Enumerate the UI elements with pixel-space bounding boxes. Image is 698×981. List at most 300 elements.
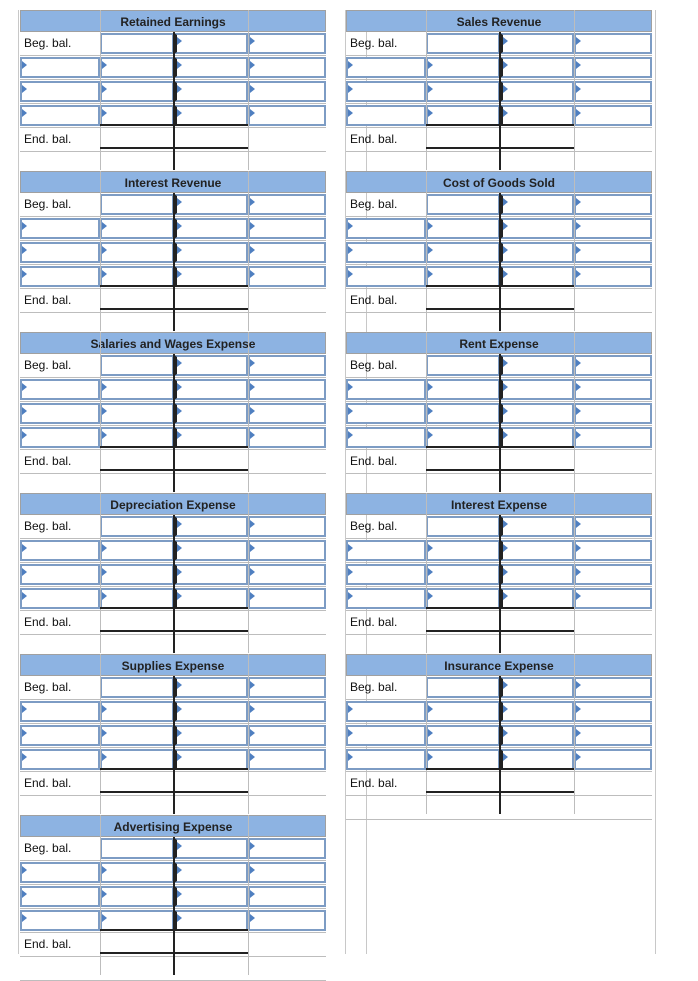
dropdown-marker-icon — [428, 568, 433, 576]
dropdown-marker-icon — [177, 890, 182, 898]
empty-cell — [574, 796, 652, 818]
entry-label-input[interactable] — [346, 57, 426, 78]
credit-amount-input[interactable] — [248, 725, 326, 746]
credit-label-input[interactable] — [174, 516, 248, 537]
dropdown-marker-icon — [177, 431, 182, 439]
t-account-center-line — [499, 32, 501, 170]
entry-label-input[interactable] — [346, 540, 426, 561]
dropdown-marker-icon — [503, 681, 508, 689]
dropdown-marker-icon — [428, 61, 433, 69]
debit-amount-input[interactable] — [426, 516, 500, 537]
dropdown-marker-icon — [102, 246, 107, 254]
credit-amount-input[interactable] — [574, 355, 652, 376]
grid-line — [100, 10, 101, 170]
dropdown-marker-icon — [576, 61, 581, 69]
credit-amount-input[interactable] — [574, 266, 652, 287]
credit-label-input[interactable] — [500, 105, 574, 126]
dropdown-marker-icon — [428, 383, 433, 391]
dropdown-marker-icon — [576, 85, 581, 93]
entry-label-input[interactable] — [20, 57, 100, 78]
dropdown-marker-icon — [22, 383, 27, 391]
dropdown-marker-icon — [576, 592, 581, 600]
credit-amount-input[interactable] — [248, 355, 326, 376]
debit-amount-input[interactable] — [426, 677, 500, 698]
debit-amount-input[interactable] — [100, 266, 174, 287]
entry-label-input[interactable] — [20, 588, 100, 609]
dropdown-marker-icon — [177, 681, 182, 689]
credit-amount-input[interactable] — [248, 427, 326, 448]
dropdown-marker-icon — [348, 729, 353, 737]
credit-amount-input[interactable] — [574, 379, 652, 400]
credit-label-input[interactable] — [174, 838, 248, 859]
credit-amount-input[interactable] — [248, 403, 326, 424]
dropdown-marker-icon — [250, 842, 255, 850]
entry-label-input[interactable] — [346, 266, 426, 287]
entry-label-input[interactable] — [20, 81, 100, 102]
credit-label-input[interactable] — [174, 749, 248, 770]
credit-label-input[interactable] — [500, 57, 574, 78]
credit-amount-input[interactable] — [574, 81, 652, 102]
dropdown-marker-icon — [576, 383, 581, 391]
dropdown-marker-icon — [576, 198, 581, 206]
empty-cell — [20, 957, 100, 979]
empty-cell — [248, 289, 326, 311]
dropdown-marker-icon — [576, 729, 581, 737]
dropdown-marker-icon — [250, 866, 255, 874]
credit-label-input[interactable] — [500, 218, 574, 239]
entry-label-input[interactable] — [20, 749, 100, 770]
debit-amount-input[interactable] — [426, 403, 500, 424]
dropdown-marker-icon — [22, 729, 27, 737]
credit-label-input[interactable] — [500, 516, 574, 537]
credit-amount-input[interactable] — [574, 403, 652, 424]
credit-amount-input[interactable] — [574, 242, 652, 263]
dropdown-marker-icon — [348, 431, 353, 439]
entry-label-input[interactable] — [346, 105, 426, 126]
dropdown-marker-icon — [102, 568, 107, 576]
dropdown-marker-icon — [102, 544, 107, 552]
credit-label-input[interactable] — [500, 588, 574, 609]
credit-amount-input[interactable] — [574, 218, 652, 239]
dropdown-marker-icon — [177, 592, 182, 600]
dropdown-marker-icon — [576, 431, 581, 439]
dropdown-marker-icon — [177, 866, 182, 874]
t-account-interest-expense — [346, 493, 652, 659]
t-account-title: Interest Revenue — [20, 171, 326, 193]
entry-label-input[interactable] — [346, 218, 426, 239]
credit-amount-input[interactable] — [248, 749, 326, 770]
t-account-center-line — [173, 515, 175, 653]
credit-label-input[interactable] — [500, 379, 574, 400]
dropdown-marker-icon — [428, 85, 433, 93]
debit-amount-input[interactable] — [426, 242, 500, 263]
ending-balance-rule — [100, 285, 248, 287]
dropdown-marker-icon — [503, 270, 508, 278]
debit-amount-input[interactable] — [100, 725, 174, 746]
debit-amount-input[interactable] — [100, 355, 174, 376]
dropdown-marker-icon — [22, 270, 27, 278]
debit-amount-input[interactable] — [100, 862, 174, 883]
entry-label-input[interactable] — [20, 725, 100, 746]
t-account-sales-revenue — [346, 10, 652, 176]
t-account-title: Interest Expense — [346, 493, 652, 515]
debit-amount-input[interactable] — [426, 81, 500, 102]
credit-amount-input[interactable] — [248, 886, 326, 907]
credit-label-input[interactable] — [174, 355, 248, 376]
grid-line — [248, 171, 249, 331]
t-account-title: Salaries and Wages Expense — [20, 332, 326, 354]
debit-amount-input[interactable] — [426, 725, 500, 746]
entry-label-input[interactable] — [346, 427, 426, 448]
entry-label-input[interactable] — [346, 564, 426, 585]
ending-balance-label: End. bal. — [350, 615, 398, 629]
debit-amount-input[interactable] — [426, 355, 500, 376]
credit-label-input[interactable] — [500, 701, 574, 722]
dropdown-marker-icon — [428, 705, 433, 713]
total-rule — [426, 308, 574, 310]
grid-line — [248, 815, 249, 975]
dropdown-marker-icon — [503, 407, 508, 415]
credit-amount-input[interactable] — [248, 564, 326, 585]
credit-amount-input[interactable] — [248, 218, 326, 239]
dropdown-marker-icon — [503, 109, 508, 117]
t-account-retained-earnings — [20, 10, 326, 176]
dropdown-marker-icon — [250, 222, 255, 230]
credit-amount-input[interactable] — [574, 57, 652, 78]
entry-label-input[interactable] — [346, 701, 426, 722]
dropdown-marker-icon — [22, 85, 27, 93]
debit-amount-input[interactable] — [426, 33, 500, 54]
credit-label-input[interactable] — [174, 910, 248, 931]
debit-amount-input[interactable] — [100, 194, 174, 215]
dropdown-marker-icon — [102, 914, 107, 922]
dropdown-marker-icon — [102, 890, 107, 898]
credit-amount-input[interactable] — [248, 838, 326, 859]
credit-amount-input[interactable] — [574, 588, 652, 609]
dropdown-marker-icon — [348, 753, 353, 761]
t-account-title: Cost of Goods Sold — [346, 171, 652, 193]
ending-balance-label: End. bal. — [24, 293, 72, 307]
debit-amount-input[interactable] — [100, 749, 174, 770]
credit-amount-input[interactable] — [574, 701, 652, 722]
ending-balance-rule — [426, 607, 574, 609]
entry-label-input[interactable] — [346, 379, 426, 400]
entry-label-input[interactable] — [346, 81, 426, 102]
dropdown-marker-icon — [102, 753, 107, 761]
debit-amount-input[interactable] — [100, 677, 174, 698]
dropdown-marker-icon — [503, 705, 508, 713]
credit-label-input[interactable] — [500, 242, 574, 263]
empty-cell — [574, 450, 652, 472]
credit-amount-input[interactable] — [574, 33, 652, 54]
credit-amount-input[interactable] — [248, 379, 326, 400]
credit-amount-input[interactable] — [574, 725, 652, 746]
entry-label-input[interactable] — [346, 242, 426, 263]
dropdown-marker-icon — [576, 705, 581, 713]
credit-label-input[interactable] — [174, 379, 248, 400]
debit-amount-input[interactable] — [426, 588, 500, 609]
credit-label-input[interactable] — [500, 194, 574, 215]
dropdown-marker-icon — [22, 544, 27, 552]
total-rule — [426, 791, 574, 793]
entry-label-input[interactable] — [20, 266, 100, 287]
credit-amount-input[interactable] — [248, 81, 326, 102]
credit-amount-input[interactable] — [248, 57, 326, 78]
t-account-title: Supplies Expense — [20, 654, 326, 676]
dropdown-marker-icon — [250, 544, 255, 552]
grid-line — [426, 10, 427, 170]
dropdown-marker-icon — [348, 568, 353, 576]
credit-label-input[interactable] — [174, 701, 248, 722]
empty-cell — [574, 611, 652, 633]
credit-label-input[interactable] — [500, 725, 574, 746]
entry-label-input[interactable] — [20, 910, 100, 931]
t-account-supplies-expense — [20, 654, 326, 820]
credit-label-input[interactable] — [500, 355, 574, 376]
credit-label-input[interactable] — [500, 403, 574, 424]
total-rule — [426, 147, 574, 149]
credit-label-input[interactable] — [174, 105, 248, 126]
dropdown-marker-icon — [22, 705, 27, 713]
grid-line — [248, 493, 249, 653]
empty-cell — [248, 933, 326, 955]
grid-line — [100, 171, 101, 331]
entry-label-input[interactable] — [346, 403, 426, 424]
dropdown-marker-icon — [102, 705, 107, 713]
debit-amount-input[interactable] — [100, 218, 174, 239]
ending-balance-rule — [426, 768, 574, 770]
debit-amount-input[interactable] — [426, 749, 500, 770]
credit-label-input[interactable] — [174, 540, 248, 561]
debit-amount-input[interactable] — [426, 105, 500, 126]
entry-label-input[interactable] — [20, 564, 100, 585]
credit-amount-input[interactable] — [574, 194, 652, 215]
t-account-insurance-expense — [346, 654, 652, 820]
credit-amount-input[interactable] — [248, 677, 326, 698]
credit-amount-input[interactable] — [248, 540, 326, 561]
beginning-balance-label: Beg. bal. — [24, 197, 72, 211]
debit-amount-input[interactable] — [426, 540, 500, 561]
credit-amount-input[interactable] — [248, 266, 326, 287]
debit-amount-input[interactable] — [426, 266, 500, 287]
debit-amount-input[interactable] — [426, 379, 500, 400]
dropdown-marker-icon — [102, 85, 107, 93]
credit-label-input[interactable] — [174, 725, 248, 746]
empty-cell — [174, 957, 248, 979]
dropdown-marker-icon — [503, 85, 508, 93]
entry-label-input[interactable] — [20, 862, 100, 883]
credit-label-input[interactable] — [500, 33, 574, 54]
dropdown-marker-icon — [250, 568, 255, 576]
ending-balance-label: End. bal. — [350, 293, 398, 307]
dropdown-marker-icon — [102, 270, 107, 278]
dropdown-marker-icon — [22, 109, 27, 117]
dropdown-marker-icon — [102, 61, 107, 69]
t-account-center-line — [173, 676, 175, 814]
total-rule — [426, 630, 574, 632]
beginning-balance-label: Beg. bal. — [350, 36, 398, 50]
debit-amount-input[interactable] — [100, 81, 174, 102]
credit-label-input[interactable] — [174, 194, 248, 215]
dropdown-marker-icon — [177, 359, 182, 367]
credit-amount-input[interactable] — [574, 564, 652, 585]
credit-amount-input[interactable] — [248, 33, 326, 54]
credit-label-input[interactable] — [500, 540, 574, 561]
credit-label-input[interactable] — [174, 57, 248, 78]
debit-amount-input[interactable] — [100, 588, 174, 609]
ending-balance-label: End. bal. — [24, 615, 72, 629]
debit-amount-input[interactable] — [100, 427, 174, 448]
dropdown-marker-icon — [576, 681, 581, 689]
ending-balance-label: End. bal. — [24, 776, 72, 790]
ending-balance-rule — [100, 768, 248, 770]
entry-label-input[interactable] — [20, 540, 100, 561]
debit-amount-input[interactable] — [100, 540, 174, 561]
dropdown-marker-icon — [102, 109, 107, 117]
credit-amount-input[interactable] — [574, 749, 652, 770]
dropdown-marker-icon — [576, 568, 581, 576]
entry-label-input[interactable] — [346, 588, 426, 609]
credit-label-input[interactable] — [500, 266, 574, 287]
credit-amount-input[interactable] — [574, 105, 652, 126]
empty-cell — [248, 450, 326, 472]
credit-label-input[interactable] — [174, 242, 248, 263]
grid-line — [426, 493, 427, 653]
credit-amount-input[interactable] — [574, 427, 652, 448]
dropdown-marker-icon — [428, 753, 433, 761]
debit-amount-input[interactable] — [100, 105, 174, 126]
debit-amount-input[interactable] — [100, 379, 174, 400]
debit-amount-input[interactable] — [100, 33, 174, 54]
dropdown-marker-icon — [348, 85, 353, 93]
credit-label-input[interactable] — [174, 427, 248, 448]
credit-amount-input[interactable] — [574, 677, 652, 698]
t-account-center-line — [173, 32, 175, 170]
dropdown-marker-icon — [177, 705, 182, 713]
debit-amount-input[interactable] — [100, 886, 174, 907]
credit-label-input[interactable] — [174, 403, 248, 424]
credit-label-input[interactable] — [500, 677, 574, 698]
t-account-title: Depreciation Expense — [20, 493, 326, 515]
debit-amount-input[interactable] — [100, 701, 174, 722]
credit-amount-input[interactable] — [248, 701, 326, 722]
credit-label-input[interactable] — [174, 677, 248, 698]
credit-label-input[interactable] — [174, 266, 248, 287]
t-account-title: Rent Expense — [346, 332, 652, 354]
empty-cell — [248, 128, 326, 150]
t-account-center-line — [173, 354, 175, 492]
credit-label-input[interactable] — [174, 33, 248, 54]
credit-amount-input[interactable] — [248, 242, 326, 263]
credit-label-input[interactable] — [174, 564, 248, 585]
debit-amount-input[interactable] — [100, 242, 174, 263]
entry-label-input[interactable] — [20, 218, 100, 239]
dropdown-marker-icon — [503, 753, 508, 761]
debit-amount-input[interactable] — [426, 564, 500, 585]
credit-amount-input[interactable] — [248, 516, 326, 537]
credit-label-input[interactable] — [174, 81, 248, 102]
credit-amount-input[interactable] — [248, 588, 326, 609]
dropdown-marker-icon — [428, 729, 433, 737]
dropdown-marker-icon — [503, 383, 508, 391]
dropdown-marker-icon — [177, 520, 182, 528]
dropdown-marker-icon — [428, 544, 433, 552]
dropdown-marker-icon — [250, 914, 255, 922]
entry-label-input[interactable] — [346, 725, 426, 746]
debit-amount-input[interactable] — [426, 194, 500, 215]
dropdown-marker-icon — [102, 383, 107, 391]
credit-label-input[interactable] — [500, 749, 574, 770]
credit-label-input[interactable] — [174, 862, 248, 883]
entry-label-input[interactable] — [20, 403, 100, 424]
dropdown-marker-icon — [576, 270, 581, 278]
debit-amount-input[interactable] — [426, 57, 500, 78]
dropdown-marker-icon — [348, 383, 353, 391]
credit-label-input[interactable] — [500, 427, 574, 448]
credit-amount-input[interactable] — [248, 105, 326, 126]
debit-amount-input[interactable] — [100, 564, 174, 585]
ending-balance-rule — [100, 446, 248, 448]
t-account-title: Retained Earnings — [20, 10, 326, 32]
entry-label-input[interactable] — [20, 427, 100, 448]
credit-label-input[interactable] — [500, 564, 574, 585]
beginning-balance-label: Beg. bal. — [24, 519, 72, 533]
entry-label-input[interactable] — [20, 701, 100, 722]
debit-amount-input[interactable] — [100, 516, 174, 537]
empty-cell — [100, 957, 174, 979]
empty-cell — [574, 128, 652, 150]
dropdown-marker-icon — [102, 866, 107, 874]
debit-amount-input[interactable] — [100, 910, 174, 931]
dropdown-marker-icon — [102, 592, 107, 600]
entry-label-input[interactable] — [346, 749, 426, 770]
credit-label-input[interactable] — [174, 218, 248, 239]
ending-balance-rule — [100, 124, 248, 126]
entry-label-input[interactable] — [20, 379, 100, 400]
total-rule — [100, 791, 248, 793]
dropdown-marker-icon — [177, 37, 182, 45]
credit-amount-input[interactable] — [248, 862, 326, 883]
dropdown-marker-icon — [348, 246, 353, 254]
beginning-balance-label: Beg. bal. — [24, 680, 72, 694]
debit-amount-input[interactable] — [426, 701, 500, 722]
credit-amount-input[interactable] — [574, 540, 652, 561]
entry-label-input[interactable] — [20, 105, 100, 126]
grid-line — [574, 171, 575, 331]
grid-line — [426, 171, 427, 331]
debit-amount-input[interactable] — [426, 218, 500, 239]
debit-amount-input[interactable] — [100, 403, 174, 424]
dropdown-marker-icon — [348, 592, 353, 600]
debit-amount-input[interactable] — [100, 57, 174, 78]
credit-label-input[interactable] — [500, 81, 574, 102]
t-account-center-line — [173, 837, 175, 975]
dropdown-marker-icon — [177, 842, 182, 850]
dropdown-marker-icon — [576, 753, 581, 761]
credit-amount-input[interactable] — [248, 910, 326, 931]
dropdown-marker-icon — [348, 109, 353, 117]
credit-label-input[interactable] — [174, 588, 248, 609]
credit-amount-input[interactable] — [248, 194, 326, 215]
credit-label-input[interactable] — [174, 886, 248, 907]
entry-label-input[interactable] — [20, 886, 100, 907]
entry-label-input[interactable] — [20, 242, 100, 263]
t-account-center-line — [499, 515, 501, 653]
debit-amount-input[interactable] — [100, 838, 174, 859]
credit-amount-input[interactable] — [574, 516, 652, 537]
debit-amount-input[interactable] — [426, 427, 500, 448]
grid-line — [426, 654, 427, 814]
